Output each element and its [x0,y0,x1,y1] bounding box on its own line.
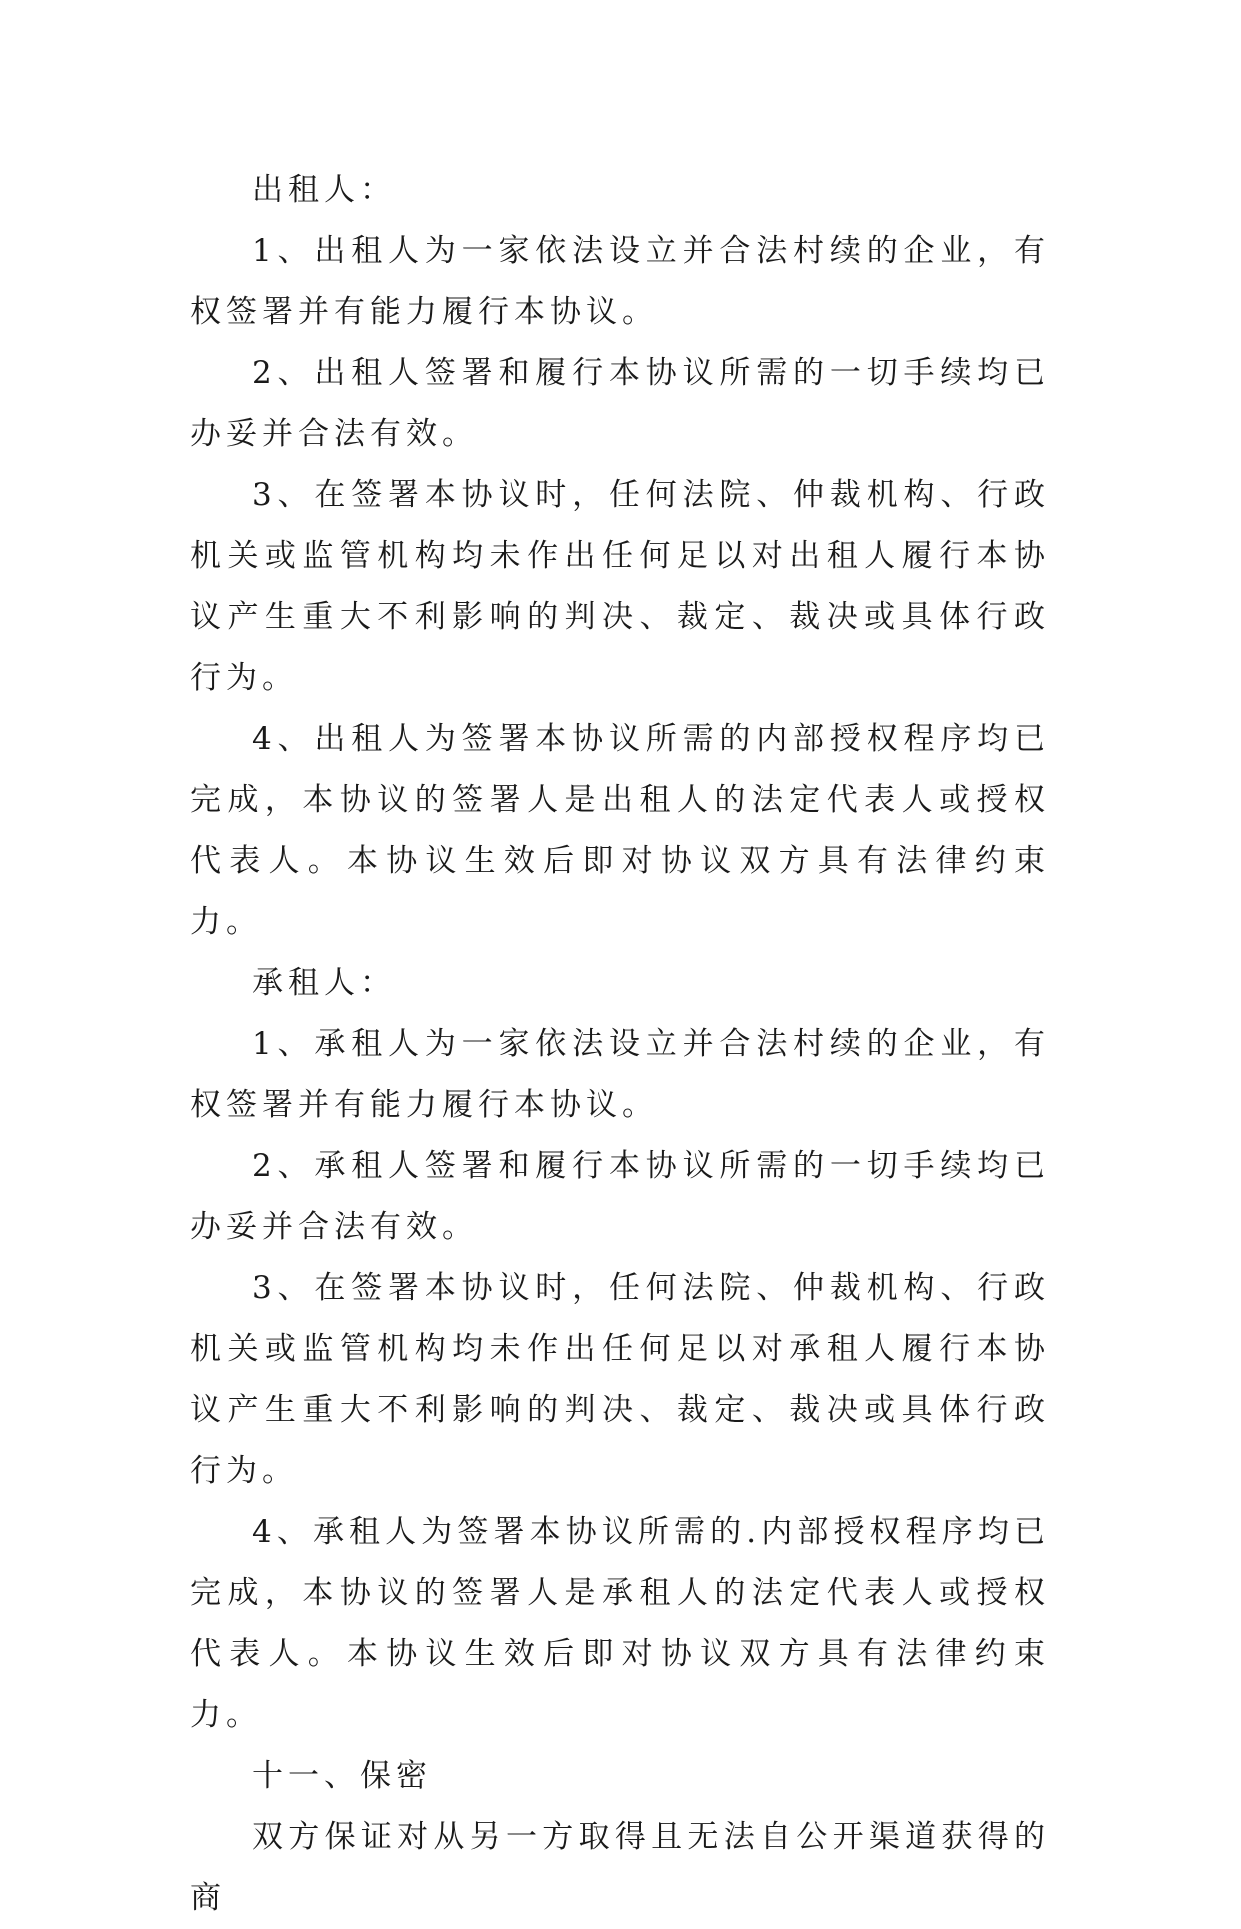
lessor-heading: 出租人： [252,172,396,208]
confidentiality-heading: 十一、保密 [252,1758,432,1794]
lessor-clause-2: 2、出租人签署和履行本协议所需的一切手续均已办妥并合法有效。 [190,355,1050,452]
lessee-clause-3: 3、在签署本协议时，任何法院、仲裁机构、行政机关或监管机构均未作出任何足以对承租人履行本协议产生重大不利影响的判决、裁定、裁决或具体行政行为。 [190,1270,1050,1489]
lessor-clause-1: 1、出租人为一家依法设立并合法村续的企业，有权签署并有能力履行本协议。 [190,233,1050,330]
confidentiality-clause: 双方保证对从另一方取得且无法自公开渠道获得的商 [190,1819,1050,1916]
lessee-clause-2: 2、承租人签署和履行本协议所需的一切手续均已办妥并合法有效。 [190,1148,1050,1245]
lessee-clause-1: 1、承租人为一家依法设立并合法村续的企业，有权签署并有能力履行本协议。 [190,1026,1050,1123]
lessee-clause-4: 4、承租人为签署本协议所需的.内部授权程序均已完成，本协议的签署人是承租人的法定代表人或授权代表人。本协议生效后即对协议双方具有法律约束力。 [190,1514,1050,1733]
lessor-clause-3: 3、在签署本协议时，任何法院、仲裁机构、行政机关或监管机构均未作出任何足以对出租人履行本协议产生重大不利影响的判决、裁定、裁决或具体行政行为。 [190,477,1050,696]
lessor-clause-4: 4、出租人为签署本协议所需的内部授权程序均已完成，本协议的签署人是出租人的法定代表人或授权代表人。本协议生效后即对协议双方具有法律约束力。 [190,721,1050,940]
lessee-heading: 承租人： [252,965,396,1001]
document-body [190,160,1050,1929]
